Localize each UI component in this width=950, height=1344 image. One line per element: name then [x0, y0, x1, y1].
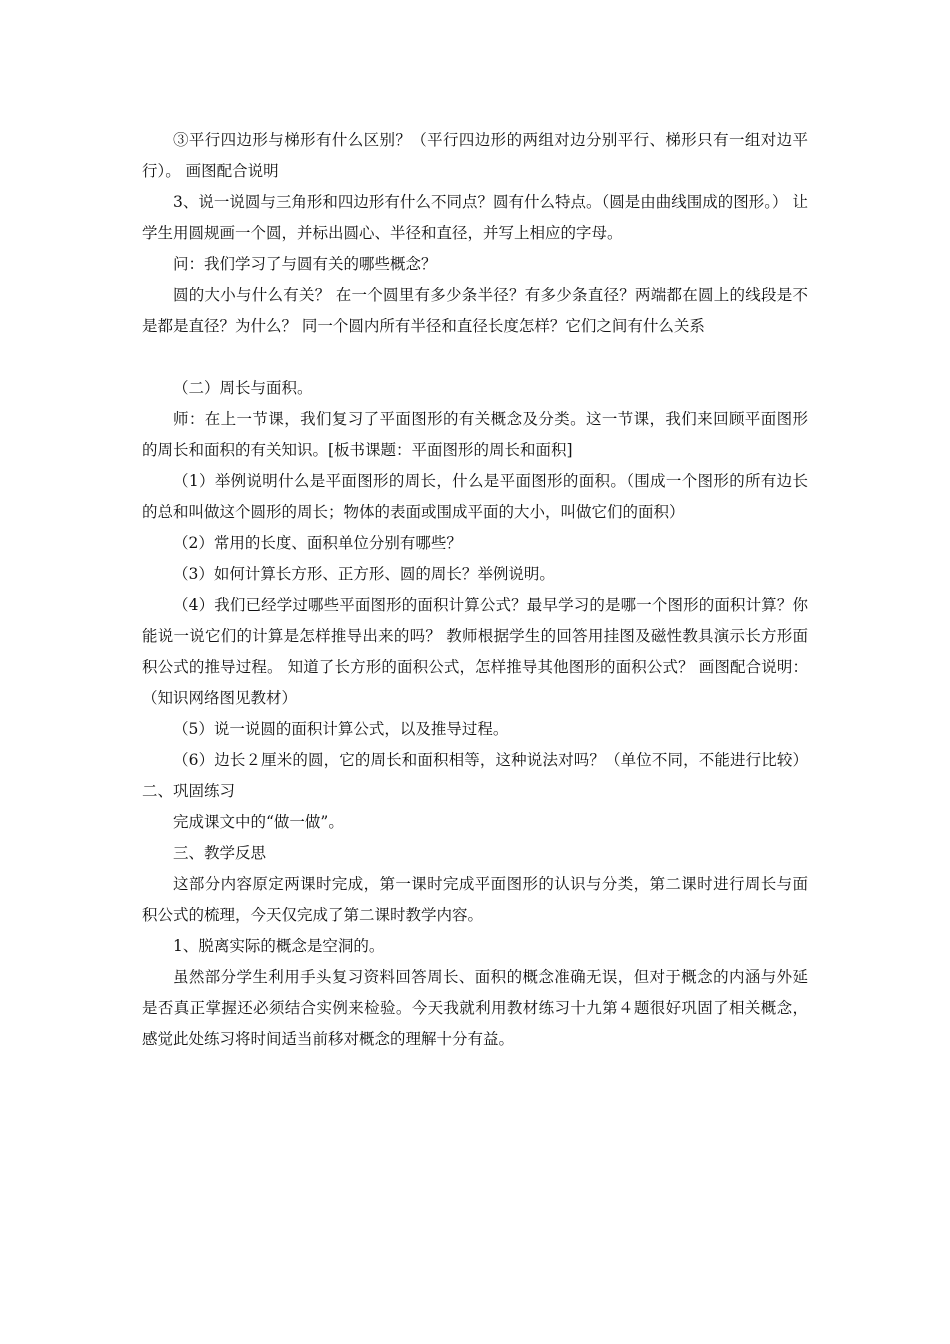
paragraph-item-3: （3）如何计算长方形、正方形、圆的周长？举例说明。 [173, 565, 555, 583]
paragraph-circle-features: 3、说一说圆与三角形和四边形有什么不同点？圆有什么特点。（圆是由曲线围成的图形。） 让学生用圆规画一个圆，并标出圆心、半径和直径，并写上相应的字母。 [142, 193, 808, 242]
paragraph-reflection-detail: 虽然部分学生利用手头复习资料回答周长、面积的概念准确无误，但对于概念的内涵与外延是否真正掌握还必须结合实例来检验。今天我就利用教材练习十九第４题很好巩固了相关概念，感觉此处练习将时间适当前移对概念的理解十分有益。 [142, 968, 808, 1048]
paragraph-reflection-point-1: 1、脱离实际的概念是空洞的。 [173, 937, 385, 955]
paragraph-exercise: 完成课文中的“做一做”。 [173, 813, 344, 831]
paragraph-item-5: （5）说一说圆的面积计算公式，以及推导过程。 [173, 720, 509, 738]
section-heading-perimeter-area: （二）周长与面积。 [173, 379, 313, 397]
paragraph-item-6: （6）边长２厘米的圆，它的周长和面积相等，这种说法对吗？（单位不同，不能进行比较） 二、巩固练习 [142, 751, 808, 800]
section-heading-reflection: 三、教学反思 [173, 844, 267, 862]
paragraph-circle-concepts-question: 问：我们学习了与圆有关的哪些概念？ [173, 255, 437, 273]
paragraph-item-1: （1）举例说明什么是平面图形的周长，什么是平面图形的面积。（围成一个图形的所有边长的总和叫做这个圆形的周长；物体的表面或围成平面的大小，叫做它们的面积） [142, 472, 808, 521]
paragraph-circle-size-questions: 圆的大小与什么有关？ 在一个圆里有多少条半径？有多少条直径？两端都在圆上的线段是不是都是直径？为什么？ 同一个圆内所有半径和直径长度怎样？它们之间有什么关系 [142, 286, 808, 335]
paragraph-teacher-intro: 师：在上一节课，我们复习了平面图形的有关概念及分类。这一节课，我们来回顾平面图形的周长和面积的有关知识。[板书课题：平面图形的周长和面积] [142, 410, 808, 459]
paragraph-parallelogram-trapezoid: ③平行四边形与梯形有什么区别？（平行四边形的两组对边分别平行、梯形只有一组对边平行）。 画图配合说明 [142, 131, 808, 180]
spacer [142, 342, 808, 373]
paragraph-reflection-plan: 这部分内容原定两课时完成，第一课时完成平面图形的认识与分类，第二课时进行周长与面积公式的梳理，今天仅完成了第二课时教学内容。 [142, 875, 808, 924]
paragraph-item-4: （4）我们已经学过哪些平面图形的面积计算公式？最早学习的是哪一个图形的面积计算？你能说一说它们的计算是怎样推导出来的吗？ 教师根据学生的回答用挂图及磁性教具演示长方形面积公式的推导过程。 知道了长方形的面积公式，怎样推导其他图形的面积公式？ 画图配合说明：（知识网络图见教材） [142, 596, 808, 707]
document-body [142, 125, 808, 1055]
paragraph-item-2: （2）常用的长度、面积单位分别有哪些？ [173, 534, 462, 552]
